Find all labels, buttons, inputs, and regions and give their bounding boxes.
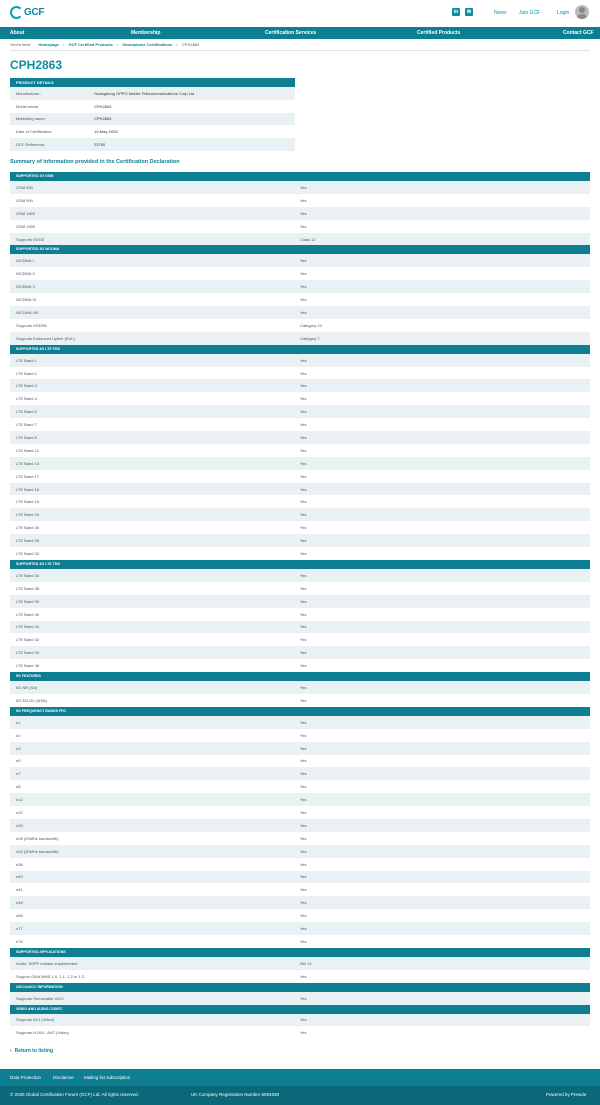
- feature-label: n7: [16, 771, 21, 777]
- table-row: [10, 729, 590, 742]
- feature-label: n1: [16, 719, 21, 725]
- table-row: [10, 306, 590, 319]
- section-heading: SUPPORTED 4G LTE FDD: [10, 345, 590, 354]
- feature-label: LTE Band 1: [16, 357, 37, 363]
- feature-value: Yes: [300, 624, 307, 630]
- table-row: [10, 819, 590, 832]
- main-nav: [0, 27, 600, 39]
- feature-value: Yes: [300, 995, 307, 1001]
- feature-label: LTE Band 38: [16, 585, 40, 591]
- table-row: [10, 883, 590, 896]
- feature-label: Audio: 3GPP release implemented: [16, 960, 78, 966]
- feature-value: Yes: [300, 258, 307, 264]
- section-heading: VIDEO AND AUDIO CODEC: [10, 1005, 590, 1014]
- feature-value: Yes: [300, 396, 307, 402]
- table-row: [10, 681, 590, 694]
- linkedin-icon[interactable]: in: [453, 9, 459, 15]
- feature-label: WCDMA V: [16, 284, 36, 290]
- feature-label: GSM 850: [16, 184, 33, 190]
- table-row: [10, 181, 590, 194]
- detail-row: [10, 87, 295, 100]
- feature-value: Yes: [300, 913, 307, 919]
- feature-label: 5G NR (SA): [16, 685, 38, 690]
- detail-row: [10, 138, 295, 151]
- nav-certified-products[interactable]: Certified Products: [417, 30, 461, 36]
- table-row: [10, 457, 590, 470]
- feature-label: WCDMA VI: [16, 297, 37, 303]
- feature-value: Yes: [300, 550, 307, 556]
- feature-label: n8: [16, 784, 21, 790]
- feature-value: Yes: [300, 797, 307, 803]
- feature-label: LTE Band 2: [16, 370, 37, 376]
- feature-value: Yes: [300, 732, 307, 738]
- feature-value: Yes: [300, 822, 307, 828]
- footer-data-protection[interactable]: Data Protection: [10, 1075, 42, 1080]
- feature-label: n5: [16, 758, 21, 764]
- feature-label: LTE Band 8: [16, 434, 37, 440]
- chevron-left-icon: ‹: [10, 1048, 12, 1054]
- breadcrumb-current: CPH2863: [181, 42, 200, 47]
- section-heading: UICC/eUICC INFORMATION: [10, 983, 590, 992]
- feature-label: LTE Band 17: [16, 473, 40, 479]
- gcf-logo[interactable]: [10, 3, 50, 21]
- feature-value: Rel 12: [300, 960, 312, 966]
- return-to-listing-link[interactable]: [10, 1048, 53, 1054]
- section-heading: SUPPORTED 3G WCDMA: [10, 245, 590, 254]
- feature-label: LTE Band 41: [16, 624, 40, 630]
- table-row: [10, 633, 590, 646]
- feature-label: n28 (30MHz bandwidth): [16, 848, 59, 854]
- table-row: [10, 780, 590, 793]
- table-row: [10, 207, 590, 220]
- feature-value: Yes: [300, 900, 307, 906]
- breadcrumb-separator: ›: [63, 42, 65, 47]
- feature-value: Yes: [300, 771, 307, 777]
- table-row: [10, 871, 590, 884]
- feature-label: GSM 900: [16, 197, 33, 203]
- logo-mark-icon: [10, 6, 23, 19]
- feature-label: Supports EDGE: [16, 236, 45, 242]
- feature-value: Yes: [300, 938, 307, 944]
- table-row: [10, 858, 590, 871]
- breadcrumb-smartphone-certifications[interactable]: Smartphone Certifications: [122, 42, 173, 47]
- feature-label: n38: [16, 861, 23, 867]
- table-row: [10, 582, 590, 595]
- table-row: [10, 367, 590, 380]
- feature-label: n26: [16, 822, 23, 828]
- feature-value: Yes: [300, 370, 307, 376]
- feature-label: LTE Band 7: [16, 422, 37, 428]
- feature-label: LTE Band 18: [16, 486, 40, 492]
- feature-value: Yes: [300, 309, 307, 315]
- table-row: [10, 957, 590, 970]
- detail-row: [10, 113, 295, 126]
- table-row: [10, 233, 590, 246]
- table-row: [10, 992, 590, 1005]
- feature-label: LTE Band 5: [16, 409, 37, 415]
- feature-label: LTE Band 13: [16, 460, 40, 466]
- feature-value: Class 12: [300, 236, 316, 242]
- feature-value: Yes: [300, 637, 307, 643]
- feature-value: Yes: [300, 525, 307, 531]
- feature-label: Supports Enhanced Uplink (EUL): [16, 335, 75, 341]
- nav-contact-gcf[interactable]: Contact GCF: [563, 30, 594, 36]
- feature-label: LTE Band 42: [16, 637, 40, 643]
- feature-label: n48: [16, 900, 23, 906]
- mail-icon[interactable]: ✉: [466, 9, 472, 15]
- feature-label: LTE Band 39: [16, 598, 40, 604]
- table-row: [10, 470, 590, 483]
- detail-label: Date of Certification:: [16, 129, 53, 135]
- section-heading: 5G FREQUENCY BANDS FR1: [10, 707, 590, 716]
- feature-value: Yes: [300, 499, 307, 505]
- section-heading: 5G FEATURES: [10, 672, 590, 681]
- table-row: [10, 621, 590, 634]
- table-row: [10, 742, 590, 755]
- table-row: [10, 845, 590, 858]
- feature-value: Yes: [300, 184, 307, 190]
- table-row: [10, 659, 590, 672]
- product-details-heading: PRODUCT DETAILS: [10, 78, 295, 87]
- feature-label: LTE Band 28: [16, 538, 40, 544]
- feature-value: Yes: [300, 973, 307, 979]
- feature-label: n3: [16, 745, 21, 751]
- feature-label: GSM 1800: [16, 210, 36, 216]
- feature-value: Yes: [300, 861, 307, 867]
- footer-registration: UK Company Registration Number 6094830: [191, 1092, 280, 1097]
- table-row: [10, 521, 590, 534]
- feature-value: Yes: [300, 745, 307, 751]
- detail-value: CPH2863: [94, 116, 112, 122]
- feature-value: Yes: [300, 572, 307, 578]
- feature-label: n40: [16, 874, 23, 880]
- top-header: [0, 0, 600, 27]
- feature-value: Yes: [300, 810, 307, 816]
- table-row: [10, 896, 590, 909]
- feature-label: LTE Band 34: [16, 572, 40, 578]
- page-title: CPH2863: [10, 58, 63, 72]
- table-row: [10, 254, 590, 267]
- section-heading: SUPPORTED 2G GSM: [10, 172, 590, 181]
- feature-value: Yes: [300, 434, 307, 440]
- table-row: [10, 319, 590, 332]
- feature-label: n28 (20MHz bandwidth): [16, 835, 59, 841]
- feature-label: LTE Band 43: [16, 650, 40, 656]
- footer-powered-by[interactable]: Powered by Preside: [546, 1092, 587, 1097]
- feature-value: Yes: [300, 486, 307, 492]
- nav-certification-services[interactable]: Certification Services: [265, 30, 317, 36]
- detail-label: Marketing name:: [16, 116, 46, 122]
- feature-value: Yes: [300, 598, 307, 604]
- nav-about[interactable]: About: [10, 30, 25, 36]
- feature-value: Yes: [300, 422, 307, 428]
- breadcrumb-separator: ›: [176, 42, 178, 47]
- table-row: [10, 547, 590, 560]
- feature-label: n77: [16, 926, 23, 932]
- section-heading: SUPPORTED 4G LTE TDD: [10, 560, 590, 569]
- feature-value: Yes: [300, 784, 307, 790]
- feature-value: Yes: [300, 538, 307, 544]
- feature-label: n41: [16, 887, 23, 893]
- logo-text: GCF: [24, 6, 45, 18]
- return-label: Return to listing: [14, 1048, 54, 1054]
- footer-links-bar: [0, 1069, 600, 1086]
- feature-value: Yes: [300, 460, 307, 466]
- table-row: [10, 970, 590, 983]
- table-row: [10, 793, 590, 806]
- feature-label: LTE Band 26: [16, 525, 40, 531]
- feature-value: Yes: [300, 926, 307, 932]
- feature-label: WCDMA I: [16, 258, 34, 264]
- table-row: [10, 418, 590, 431]
- table-row: [10, 534, 590, 547]
- feature-value: Yes: [300, 1030, 307, 1036]
- table-row: [10, 909, 590, 922]
- nav-membership[interactable]: Membership: [131, 30, 161, 36]
- feature-label: LTE Band 48: [16, 663, 40, 669]
- feature-value: Yes: [300, 758, 307, 764]
- feature-value: Yes: [300, 197, 307, 203]
- feature-value: Yes: [300, 719, 307, 725]
- table-row: [10, 935, 590, 948]
- login-link[interactable]: Login: [557, 10, 570, 16]
- feature-value: Yes: [300, 383, 307, 389]
- table-row: [10, 767, 590, 780]
- feature-value: Yes: [300, 650, 307, 656]
- table-row: [10, 1026, 590, 1039]
- table-row: [10, 293, 590, 306]
- feature-label: LTE Band 19: [16, 499, 40, 505]
- table-row: [10, 392, 590, 405]
- detail-label: GCF Reference:: [16, 142, 46, 148]
- table-row: [10, 194, 590, 207]
- feature-label: n66: [16, 913, 23, 919]
- table-row: [10, 332, 590, 345]
- feature-value: Yes: [300, 512, 307, 518]
- social-icons: [452, 8, 473, 16]
- feature-value: Yes: [300, 585, 307, 591]
- table-row: [10, 569, 590, 582]
- table-row: [10, 508, 590, 521]
- feature-label: n78: [16, 938, 23, 944]
- table-row: [10, 806, 590, 819]
- footer-mailing-list[interactable]: Mailing list subscription: [84, 1075, 131, 1080]
- table-row: [10, 483, 590, 496]
- feature-label: Supports Removable UICC: [16, 995, 65, 1001]
- user-avatar-icon[interactable]: [575, 5, 589, 19]
- product-details-table: [10, 78, 295, 151]
- feature-label: n20: [16, 810, 23, 816]
- feature-value: Yes: [300, 1017, 307, 1023]
- feature-label: 5G EN-DC (NSA): [16, 697, 48, 703]
- feature-label: GSM 1900: [16, 223, 36, 229]
- feature-value: Yes: [300, 447, 307, 453]
- table-row: [10, 405, 590, 418]
- detail-label: Manufacturer:: [16, 90, 41, 96]
- breadcrumb-separator: ›: [116, 42, 119, 47]
- footer-disclaimer[interactable]: Disclaimer: [53, 1075, 75, 1080]
- feature-value: Yes: [300, 685, 307, 690]
- footer-bottom-bar: [0, 1086, 600, 1105]
- feature-value: Yes: [300, 284, 307, 290]
- table-row: [10, 595, 590, 608]
- footer-copyright: © 2026 Global Certification Forum (GCF) Ltd. All rights reserved.: [10, 1092, 139, 1097]
- feature-value: Yes: [300, 409, 307, 415]
- feature-label: n2: [16, 732, 21, 738]
- detail-row: [10, 125, 295, 138]
- table-row: [10, 832, 590, 845]
- feature-value: Yes: [300, 271, 307, 277]
- summary-title: Summary of information provided in the Certification Declaration: [10, 159, 180, 165]
- feature-value: Yes: [300, 835, 307, 841]
- feature-value: Yes: [300, 663, 307, 669]
- feature-value: Yes: [300, 357, 307, 363]
- detail-label: Model name:: [16, 103, 40, 109]
- feature-label: WCDMA II: [16, 271, 35, 277]
- feature-label: n12: [16, 797, 23, 803]
- table-row: [10, 495, 590, 508]
- feature-value: Yes: [300, 874, 307, 880]
- join-gcf-link[interactable]: Join GCF: [519, 10, 541, 16]
- feature-value: Yes: [300, 210, 307, 216]
- feature-value: Yes: [300, 223, 307, 229]
- table-row: [10, 220, 590, 233]
- breadcrumb-prefix: You're here:: [10, 42, 32, 47]
- feature-label: LTE Band 3: [16, 383, 37, 389]
- table-row: [10, 379, 590, 392]
- table-row: [10, 646, 590, 659]
- feature-value: Category 24: [300, 322, 322, 328]
- table-row: [10, 608, 590, 621]
- table-row: [10, 431, 590, 444]
- divider: [10, 50, 590, 51]
- feature-value: Yes: [300, 473, 307, 479]
- detail-value: Guangdong OPPO Mobile Telecommunications Corp Ltd: [94, 90, 195, 96]
- feature-value: Yes: [300, 297, 307, 303]
- table-row: [10, 755, 590, 768]
- feature-label: LTE Band 40: [16, 611, 40, 617]
- feature-label: LTE Band 4: [16, 396, 37, 402]
- detail-row: [10, 100, 295, 113]
- feature-value: Yes: [300, 611, 307, 617]
- feature-label: Support OMA MMS 1.0, 1.1, 1.2 or 1.3: [16, 973, 85, 979]
- feature-label: WCDMA VIII: [16, 309, 39, 315]
- breadcrumb-homepage[interactable]: Homepage: [38, 42, 59, 47]
- feature-value: Yes: [300, 697, 307, 703]
- table-row: [10, 1014, 590, 1027]
- table-row: [10, 354, 590, 367]
- table-row: [10, 444, 590, 457]
- feature-label: LTE Band 20: [16, 512, 40, 518]
- feature-value: Yes: [300, 887, 307, 893]
- detail-value: 19-May-2026: [94, 129, 118, 135]
- feature-label: LTE Band 12: [16, 447, 40, 453]
- detail-value: 23790: [94, 142, 106, 148]
- table-row: [10, 716, 590, 729]
- table-row: [10, 280, 590, 293]
- feature-label: Supports AV1 (Video): [16, 1017, 55, 1023]
- feature-value: Category 7: [300, 335, 320, 341]
- feature-label: Supports H.264 - AVC (Video): [16, 1030, 69, 1036]
- feature-value: Yes: [300, 848, 307, 854]
- feature-label: Supports HSDPA: [16, 322, 47, 328]
- breadcrumb: [10, 42, 199, 47]
- detail-value: CPH2863: [94, 103, 112, 109]
- certification-summary-table: [10, 172, 590, 1039]
- table-row: [10, 694, 590, 707]
- table-row: [10, 922, 590, 935]
- section-heading: SUPPORTED APPLICATIONS: [10, 948, 590, 957]
- news-link[interactable]: News: [494, 10, 507, 16]
- feature-label: LTE Band 32: [16, 550, 40, 556]
- breadcrumb-certified-products[interactable]: GCF Certified Products: [68, 42, 113, 47]
- table-row: [10, 267, 590, 280]
